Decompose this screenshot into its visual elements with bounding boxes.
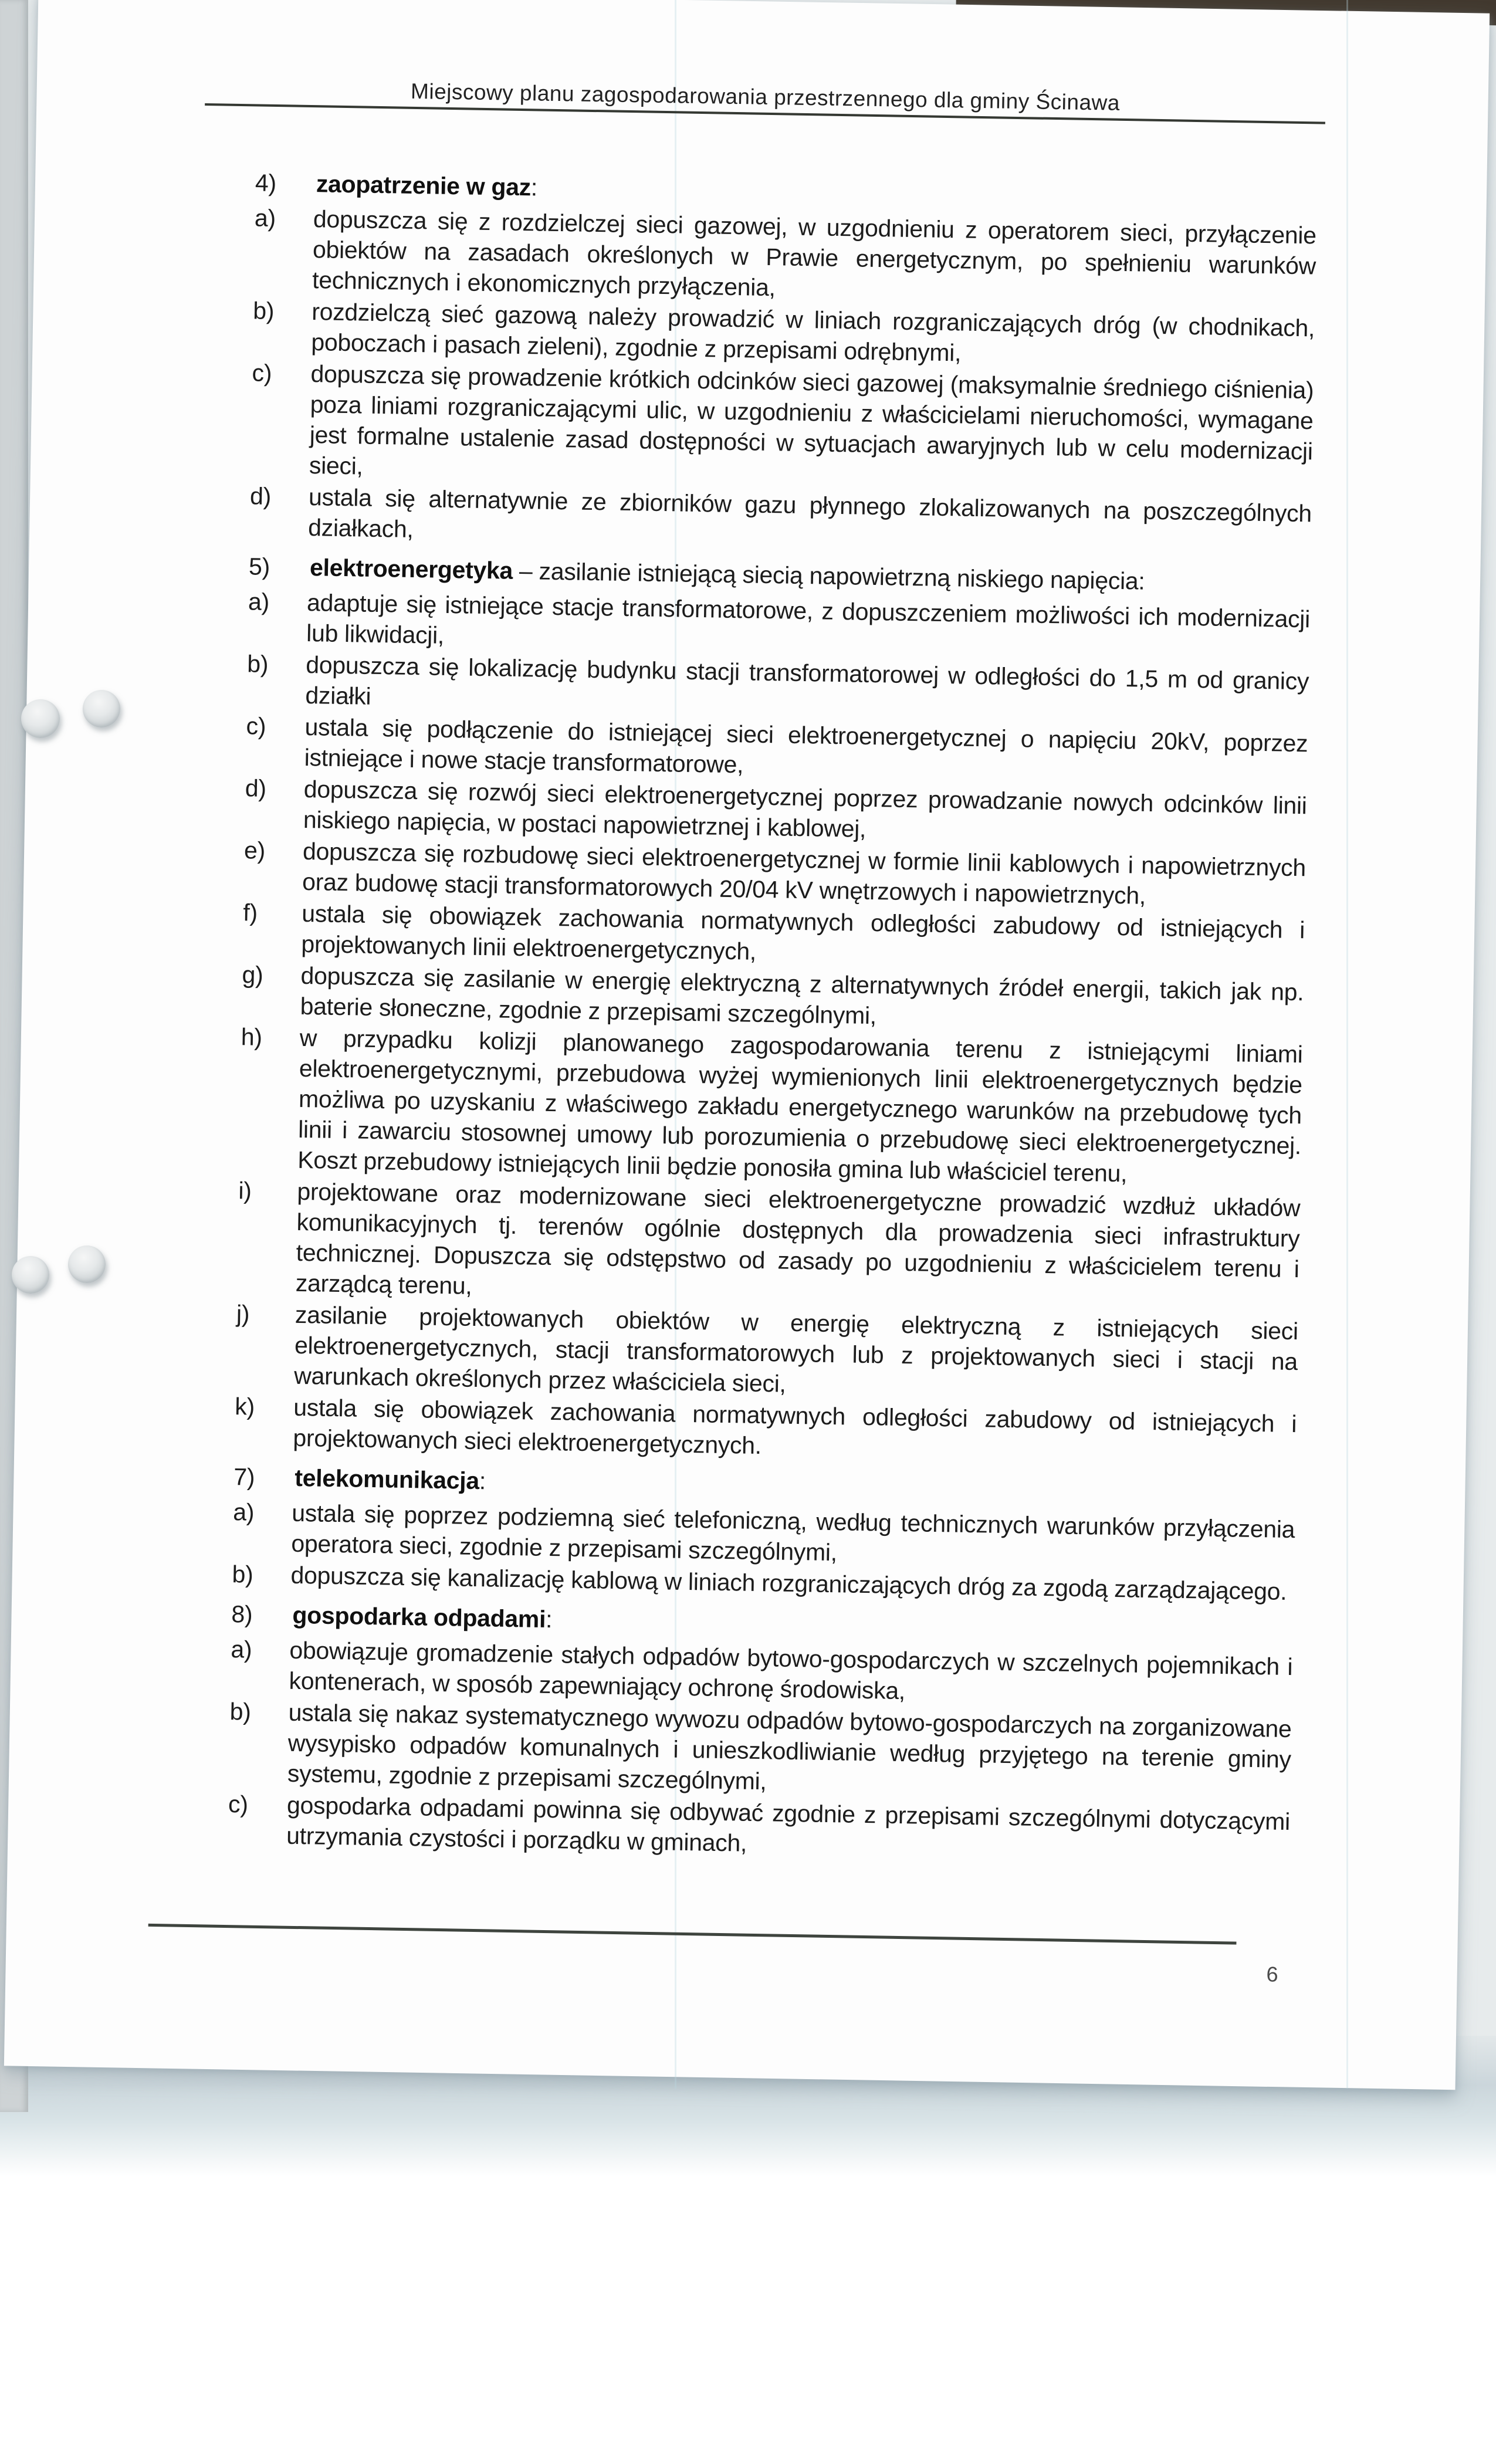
- item-text: dopuszcza się prowadzenie krótkich odcinków sieci gazowej (maksymalnie średniego ciśnienia) poza liniami rozgraniczającymi ulic, w uzgodnieniu z właścicielami nieruchomości, wymagane jest formalne ustalenie zasad dostępności w sytuacjach awaryjnych lub w celu modernizacji sieci,: [309, 360, 1314, 480]
- section-title-text: zaopatrzenie w gaz: [316, 170, 532, 201]
- section-title-suffix: :: [530, 174, 538, 201]
- item-letter: a): [248, 588, 270, 615]
- item-letter: e): [243, 837, 266, 864]
- section: [234, 551, 1311, 1470]
- item-letter: a): [231, 1636, 252, 1663]
- section: [249, 167, 1317, 559]
- page-number: 6: [1266, 1962, 1278, 1986]
- item-text: rozdzielczą sieć gazową należy prowadzić w liniach rozgraniczających dróg (w chodnikach, poboczach i pasach zieleni), zgodnie z przepisami odrębnymi,: [311, 298, 1315, 367]
- item-text: zasilanie projektowanych obiektów w energię elektryczną z istniejących sieci elektroenergetycznych, stacji transformatorowych lub z projektowanych sieci i stacji na warunkach określonych przez właściciela sieci,: [293, 1301, 1299, 1397]
- item-text: w przypadku kolizji planowanego zagospodarowania terenu z istniejącymi liniami elektroenergetycznymi, przebudowa wyżej wymienionych linii elektroenergetycznych będzie możliwa po uzyskaniu z właściwego zakładu energetycznego warunków na przebudowę tych linii i zawarciu stosownej umowy lub porozumienia o przebudowę sieci elektroenergetycznej. Koszt przebudowy istniejących linii będzie ponosiła gmina lub właściciel terenu,: [297, 1024, 1303, 1187]
- item-text: dopuszcza się z rozdzielczej sieci gazowej, w uzgodnieniu z operatorem sieci, przyłączenie obiektów na zasadach określonych w Prawie energetycznym, po spełnieniu warunków technicznych i ekonomicznych przyłączenia,: [312, 205, 1317, 302]
- item-letter: h): [241, 1023, 263, 1051]
- item-text: gospodarka odpadami powinna się odbywać zgodnie z przepisami szczególnymi dotyczącymi utrzymania czystości i porządku w gminach,: [286, 1791, 1291, 1857]
- item-letter: b): [246, 650, 269, 678]
- item-letter: i): [238, 1177, 252, 1204]
- item-letter: g): [242, 961, 263, 989]
- section-title: [316, 168, 538, 202]
- item-text: ustala się poprzez podziemną sieć telefoniczną, według technicznych warunków przyłączenia operatora sieci, zgodnie z przepisami szczególnymi,: [291, 1499, 1295, 1566]
- item-text: adaptuje się istniejące stacje transformatorowe, z dopuszczeniem możliwości ich modernizacji lub likwidacji,: [306, 588, 1311, 649]
- item-text: dopuszcza się rozwój sieci elektroenergetycznej poprzez prowadzanie nowych odcinków linii niskiego napięcia, w postaci napowietrznej i kablowej,: [303, 775, 1307, 842]
- list-item: [235, 1298, 1298, 1407]
- item-text: dopuszcza się lokalizację budynku stacji transformatorowej w odległości do 1,5 m od granicy działki: [305, 651, 1309, 710]
- section-title: [292, 1600, 553, 1634]
- item-letter: b): [252, 297, 275, 324]
- item-letter: k): [235, 1393, 255, 1420]
- item-text: ustala się obowiązek zachowania normatywnych odległości zabudowy od istniejących i projektowanych linii elektroenergetycznych,: [301, 899, 1305, 965]
- list-item: [251, 357, 1314, 497]
- item-letter: d): [245, 774, 267, 802]
- item-letter: j): [236, 1300, 250, 1328]
- item-text: projektowane oraz modernizowane sieci elektroenergetyczne prowadzić wzdłuż układów komunikacyjnych tj. terenów ogólnie dostępnych dla prowadzenia sieci infrastruktury technicznej. Dopuszcza się odstępstwo od zasady po uzgodnieniu z właścicielem terenu i zarządcą terenu,: [295, 1177, 1301, 1299]
- document-body: [176, 106, 1325, 1867]
- list-item: [229, 1696, 1292, 1805]
- section-number: 8): [231, 1600, 253, 1628]
- section-number: 5): [248, 553, 270, 580]
- section-title-text: gospodarka odpadami: [292, 1601, 546, 1633]
- item-text: dopuszcza się rozbudowę sieci elektroenergetycznej w formie linii kablowych i napowietrznych oraz budowę stacji transformatorowych 20/04 kV wnętrzowych i napowietrznych,: [302, 837, 1307, 909]
- item-letter: b): [229, 1698, 251, 1725]
- item-letter: a): [233, 1498, 255, 1526]
- item-text: ustala się alternatywnie ze zbiorników gazu płynnego zlokalizowanych na poszczególnych działkach,: [307, 483, 1312, 543]
- item-letter: c): [246, 712, 266, 740]
- hole-punch-mark: [12, 1256, 49, 1294]
- section-number: 7): [233, 1463, 255, 1491]
- section: [228, 1599, 1294, 1867]
- section-title: [295, 1463, 486, 1496]
- list-item: [253, 202, 1316, 312]
- section-title-suffix: – zasilanie istniejącą siecią napowietrzną niskiego napięcia:: [512, 557, 1145, 595]
- item-letter: a): [254, 204, 276, 232]
- hole-punch-mark: [83, 690, 120, 727]
- item-text: dopuszcza się kanalizację kablową w liniach rozgraniczających dróg za zgodą zarządzającego.: [290, 1561, 1287, 1605]
- list-item: [236, 1175, 1300, 1315]
- item-letter: f): [242, 899, 258, 926]
- section: [232, 1461, 1295, 1607]
- page-header-title: Miejscowy planu zagospodarowania przestrzennego dla gminy Ścinawa: [410, 79, 1121, 115]
- item-text: ustala się nakaz systematycznego wywozu odpadów bytowo-gospodarczych na zorganizowane wysypisko odpadów komunalnych i unieszkodliwianie według przyjętego na terenie gminy systemu, zgodnie z przepisami szczególnymi,: [287, 1698, 1292, 1795]
- item-text: ustala się podłączenie do istniejącej sieci elektroenergetycznej o napięciu 20kV, poprzez istniejące i nowe stacje transformatorowe,: [304, 713, 1308, 779]
- scan-streak-artifact: [1346, 0, 1348, 2089]
- hole-punch-mark: [21, 699, 60, 738]
- hole-punch-mark: [68, 1245, 106, 1283]
- item-letter: d): [249, 482, 272, 510]
- item-letter: c): [228, 1791, 249, 1818]
- scanner-bottom-white-area: [0, 2174, 1496, 2464]
- section-title-text: telekomunikacja: [294, 1464, 480, 1495]
- section-title-text: elektroenergetyka: [309, 554, 513, 584]
- section-title-suffix: :: [545, 1605, 553, 1633]
- item-text: ustala się obowiązek zachowania normatywnych odległości zabudowy od istniejących i projektowanych sieci elektroenergetycznych.: [293, 1393, 1297, 1460]
- document-content: [176, 75, 1326, 1986]
- item-text: obowiązuje gromadzenie stałych odpadów bytowo-gospodarczych w szczelnych pojemnikach i kontenerach, w sposób zapewniający ochronę środowiska,: [289, 1636, 1293, 1705]
- list-item: [239, 1021, 1303, 1192]
- section-title-suffix: :: [479, 1467, 486, 1495]
- section-number: 4): [255, 169, 277, 197]
- item-letter: b): [232, 1561, 253, 1588]
- item-letter: c): [252, 359, 272, 387]
- item-text: dopuszcza się zasilanie w energię elektryczną z alternatywnych źródeł energii, takich jak np. baterie słoneczne, zgodnie z przepisami szczególnymi,: [300, 962, 1304, 1030]
